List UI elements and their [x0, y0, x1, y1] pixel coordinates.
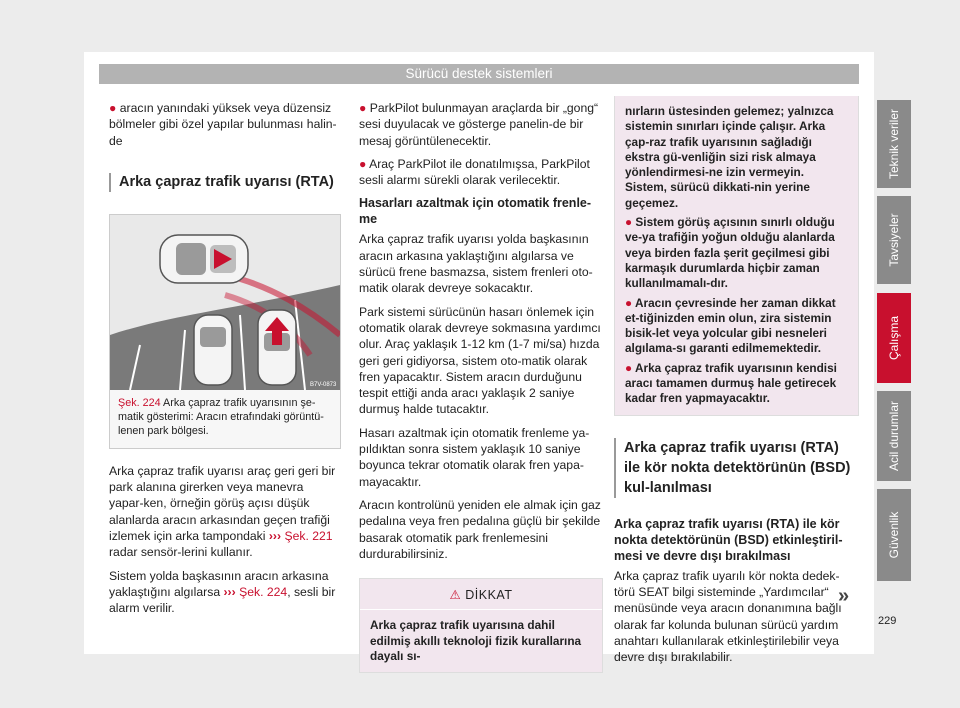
bullet-item: ● Araç ParkPilot ile donatılmışsa, ParkPilot sesli alarmı sürekli olarak verilecektir.	[359, 156, 590, 188]
warning-bullet: ● Arka çapraz trafik uyarısının kendisi aracı tamamen durmuş hale getirecek kadar fren yapmayacaktır.	[625, 360, 837, 406]
bullet-item: ● ParkPilot bulunmayan araçlarda bir „gong“ sesi duyulacak ve gösterge panelin-de bir mesaj görüntülenecektir.	[359, 101, 599, 148]
figure-link[interactable]: Şek. 224	[239, 584, 288, 599]
section-heading-brake: Hasarları azaltmak için otomatik frenle-me	[359, 196, 592, 227]
bullet-icon: ●	[625, 295, 633, 310]
figure-code: B7V-0873	[310, 381, 337, 388]
page-number: 229	[878, 615, 897, 627]
bullet-icon: ●	[359, 156, 367, 171]
paragraph: Park sistemi sürücünün hasarı önlemek için otomatik olarak devreye sokmasına yardımcı olur. Araç yaklaşık 1-12 km (1-7 mi/sa) hızda geri geri gidiyorsa, sistem oto-matik olarak fren yapacaktır. Sistem aracın durduğunu tespit ettiği anda aracı yaklaşık 2 saniye durmuş halde tutacaktır.	[359, 304, 601, 417]
paragraph: Aracın kontrolünü yeniden ele almak için gaz pedalına veya fren pedalına güçlü bir şekilde basarak otomatik park frenlemesini durdurabilirsiniz.	[359, 497, 601, 561]
bullet-icon: ●	[625, 360, 633, 375]
tab-acil-durumlar[interactable]: Acil durumlar	[877, 391, 911, 481]
column-2	[359, 100, 603, 673]
parking-diagram-image	[110, 215, 340, 390]
warning-bullet: ● Aracın çevresinde her zaman dikkat et-tiğinizden emin olun, zira sistemin bisik-let veya yolcular gibi nesneleri algılama-sı garanti edilmemektedir.	[625, 295, 836, 356]
tab-calisma[interactable]: Çalışma	[877, 293, 911, 383]
continue-arrow-icon: »	[838, 585, 850, 607]
tab-tavsiyeler[interactable]: Tavsiyeler	[877, 196, 911, 284]
subheading: Arka çapraz trafik uyarısı (RTA) ile kör nokta detektörünün (BSD) etkinleştiril-mesi ve devre dışı bırakılması	[614, 516, 843, 563]
warning-box	[359, 578, 603, 673]
warning-box-continued: nırların üstesinden gelemez; yalnızca sistemin sınırları içinde çalışır. Arka çap-raz trafik uyarısının sağladığı ekstra gü-venliğin sizi risk almaya yönlendirmesi-ne izin vermeyin. Sistem, sürücü dikkati-nin yerine geçemez. ● Sistem görüş açısının sınırlı olduğu ve-ya trafiğin yoğun olduğu alanlarda veya birden fazla şerit geçilmesi gibi karmaşık durumlarda hiçbir zaman kullanılmamalı-dır. ● Aracın çevresinde her zaman dikkat et-tiğinizden emin olun, zira sistemin bisik-let veya yolcular gibi nesneleri algılama-sı garanti edilmemektedir. ● Arka çapraz trafik uyarısının kendisi aracı tamamen durmuş hale getirecek kadar fren yapmayacaktır.	[614, 96, 859, 416]
paragraph: Sistem yolda başkasının aracın arkasına yaklaştığını algılarsa ››› Şek. 224, sesli bir alarm verilir.	[109, 568, 336, 616]
bullet-icon: ●	[109, 101, 117, 115]
paragraph: Hasarı azaltmak için otomatik frenleme ya-pıldıktan sonra sistem yaklaşık 10 saniye boyunca tekrar otomatik olarak fren yapa-mayacaktır.	[359, 425, 590, 489]
figure-link[interactable]: Şek. 221	[284, 529, 333, 544]
warning-bullet: ● Sistem görüş açısının sınırlı olduğu ve-ya trafiğin yoğun olduğu alanlarda veya birden fazla şerit geçilmesi gibi karmaşık durumlarda hiçbir zaman kullanılmamalı-dır.	[625, 215, 835, 291]
bullet-icon: ●	[625, 215, 633, 230]
tab-guvenlik[interactable]: Güvenlik	[877, 489, 911, 581]
section-heading-rta: Arka çapraz trafik uyarısı (RTA)	[109, 173, 341, 192]
tab-teknik-veriler[interactable]: Teknik veriler	[877, 100, 911, 188]
warning-triangle-icon: ⚠	[449, 588, 462, 603]
warning-title: ⚠ DİKKAT	[360, 579, 602, 610]
paragraph: Arka çapraz trafik uyarılı kör nokta dedek-törü SEAT bilgi sisteminde „Yardımcılar“ menüsünde veya aracın donanımına bağlı olarak far kolunda bulunan sürücü yardım anahtarı kullanılarak etkinleştirilebilir veya devre dışı bırakılabilir.	[614, 568, 842, 665]
section-heading-bsd: Arka çapraz trafik uyarısı (RTA) ile kör nokta detektörünün (BSD) kul-lanılması	[614, 438, 859, 498]
column-3	[614, 96, 859, 672]
page-header: Sürücü destek sistemleri	[99, 64, 859, 84]
bullet-item: ● aracın yanındaki yüksek veya düzensiz bölmeler gibi özel yapılar bulunması halin-de	[109, 101, 337, 148]
paragraph: Arka çapraz trafik uyarısı yolda başkasının aracın arkasına yaklaştığını algılarsa ve sürücü frene basmazsa, sistem frenleri oto-matik olarak devreye sokacaktır.	[359, 232, 593, 296]
paragraph: Arka çapraz trafik uyarısı araç geri geri bir park alanına girerken veya manevra yapar-ken, örneğin görüş açısı düşük alanlarda aracın arkasından geçen trafiği izlemek için arka tampondaki ››› Şek. 221 radar sensör-lerini kullanır.	[109, 463, 336, 560]
column-1	[109, 100, 341, 624]
figure-224	[109, 214, 341, 449]
warning-text: Arka çapraz trafik uyarısına dahil edilmiş akıllı teknoloji fizik kurallarına dayalı sı-	[370, 618, 582, 664]
figure-caption: Şek. 224 Arka çapraz trafik uyarısının şe-matik gösterimi: Aracın etrafındaki görüntü-lenen park bölgesi.	[118, 396, 324, 437]
bullet-icon: ●	[359, 101, 367, 115]
